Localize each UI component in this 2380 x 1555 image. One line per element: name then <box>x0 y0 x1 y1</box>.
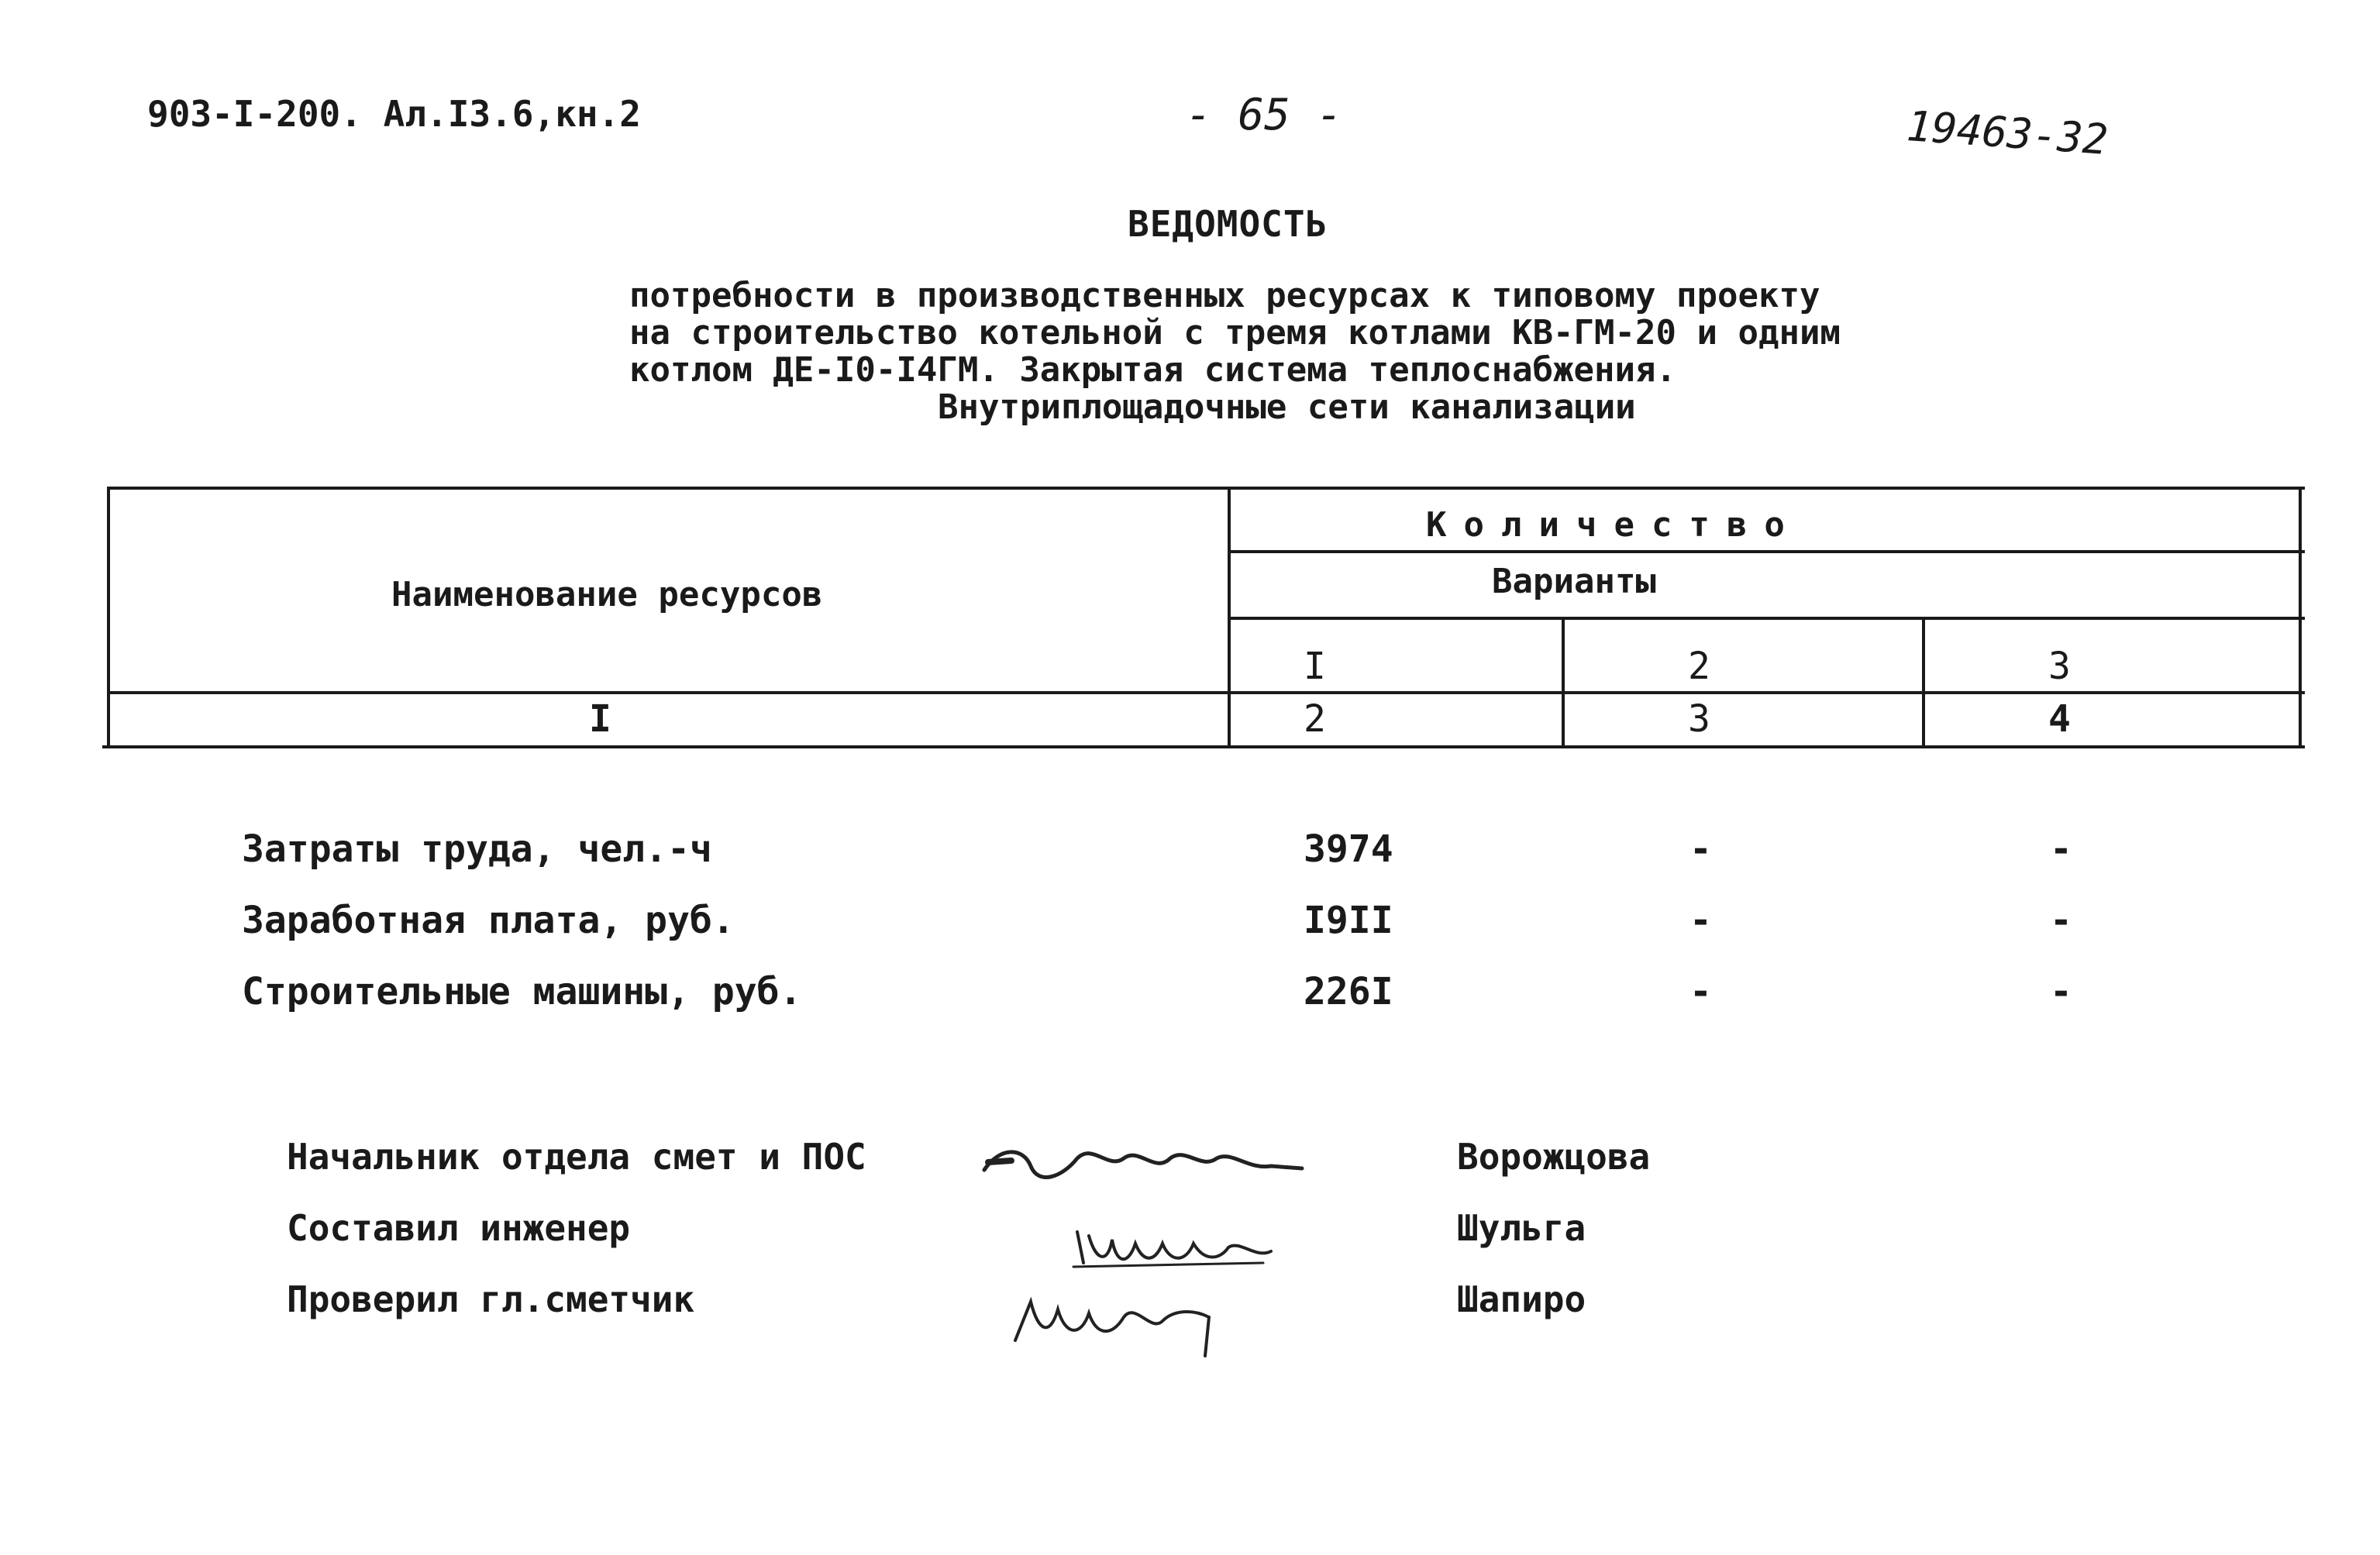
table-variants-divider <box>1231 617 2305 620</box>
handwritten-signature <box>1069 1209 1302 1278</box>
header-resource-name: Наименование ресурсов <box>391 575 823 614</box>
row-value-variant-1: I9II <box>1304 899 1393 942</box>
row-name: Затраты труда, чел.-ч <box>242 827 712 871</box>
table-numbers-bottom <box>102 745 2305 748</box>
row-value-variant-2: - <box>1689 899 1712 942</box>
row-value-variant-3: - <box>2050 970 2072 1013</box>
row-value-variant-2: - <box>1689 970 1712 1013</box>
row-value-variant-1: 226I <box>1304 970 1393 1013</box>
subtitle-line-2: на строительство котельной с тремя котлами КВ-ГМ-20 и одним <box>629 313 1841 353</box>
signature-role: Начальник отдела смет и ПОС <box>287 1136 866 1178</box>
table-name-divider <box>1228 487 1231 748</box>
row-name: Строительные машины, руб. <box>242 970 802 1013</box>
signature-role: Проверил гл.сметчик <box>287 1278 695 1320</box>
variant-label-1: I <box>1304 645 1326 688</box>
header-quantity: Количество <box>1426 505 1802 545</box>
column-number-2: 2 <box>1304 697 1326 741</box>
variant-label-3: 3 <box>2048 645 2071 688</box>
row-value-variant-3: - <box>2050 899 2072 942</box>
table-right-border <box>2299 487 2302 748</box>
table-qty-divider <box>1231 550 2305 553</box>
table-var2-divider <box>1922 617 1925 748</box>
signatory-name: Ворожцова <box>1457 1136 1651 1178</box>
handwritten-signature <box>1007 1278 1255 1364</box>
signature-role: Составил инженер <box>287 1207 631 1249</box>
table-header-bottom <box>107 691 2305 694</box>
table-top-border <box>107 487 2305 490</box>
subtitle-line-3: котлом ДЕ-I0-I4ГМ. Закрытая система теплоснабжения. <box>629 350 1677 390</box>
row-value-variant-3: - <box>2050 827 2072 871</box>
document-code: 903-I-200. Ал.I3.6,кн.2 <box>147 93 641 135</box>
archive-number: 19463-32 <box>1905 101 2110 164</box>
header-variants: Варианты <box>1492 562 1656 601</box>
row-name: Заработная плата, руб. <box>242 899 735 942</box>
column-number-4: 4 <box>2048 697 2071 741</box>
subtitle-line-1: потребности в производственных ресурсах к типовому проекту <box>629 276 1820 315</box>
document-title: ВЕДОМОСТЬ <box>1128 203 1328 245</box>
table-var1-divider <box>1562 617 1565 748</box>
page-number: - 65 - <box>1186 90 1343 140</box>
table-left-border <box>107 487 110 748</box>
row-value-variant-1: 3974 <box>1304 827 1393 871</box>
signatory-name: Шапиро <box>1457 1278 1586 1320</box>
column-number-1: I <box>589 697 611 741</box>
variant-label-2: 2 <box>1688 645 1710 688</box>
column-number-3: 3 <box>1688 697 1710 741</box>
subtitle-line-4: Внутриплощадочные сети канализации <box>938 387 1636 427</box>
handwritten-signature <box>976 1123 1317 1193</box>
row-value-variant-2: - <box>1689 827 1712 871</box>
signatory-name: Шульга <box>1457 1207 1586 1249</box>
